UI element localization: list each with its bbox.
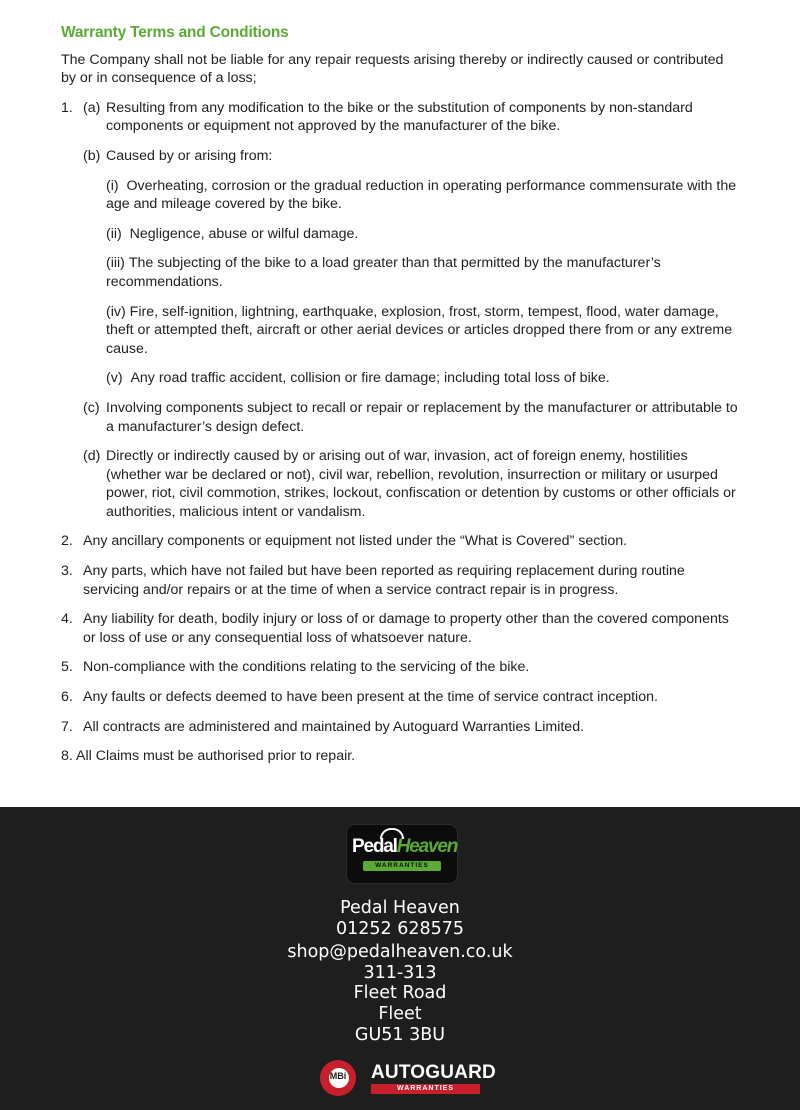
autoguard-tagline: WARRANTIES (371, 1084, 480, 1094)
item-label: (v) (106, 370, 123, 387)
item-text: Fire, self-ignition, lightning, earthquake, explosion, frost, storm, tempest, flood, water damage, theft or attempted theft, aircraft or other aerial devices or articles dropped there from or any extreme cause. (106, 303, 733, 357)
list-item-3 (61, 562, 741, 599)
item-number: 1. (61, 99, 73, 116)
item-text: Non-compliance with the conditions relating to the servicing of the bike. (83, 659, 530, 676)
address-line-2: Fleet Road (353, 983, 447, 1004)
item-text: Directly or indirectly caused by or arising out of war, invasion, act of foreign enemy, hostilities (whether war be declared or not), civil war, rebellion, revolution, insurrection or military or usurped power, riot, civil commotion, strikes, lockout, confiscation or detention by customs or other officials or authorities, malicious intent or vandalism. (106, 448, 736, 520)
contact-block (0, 898, 800, 1045)
list-item-6 (61, 688, 741, 707)
list-item-1d (83, 447, 741, 521)
sub-item-iv (106, 303, 741, 359)
item-label: (i) (106, 177, 119, 194)
item-text: Negligence, abuse or wilful damage. (129, 225, 359, 242)
autoguard-logo (318, 1058, 496, 1098)
list-item-2 (61, 532, 741, 551)
item-number: 2. (61, 533, 73, 550)
item-label: (b) (83, 147, 101, 164)
item-text: Any faults or defects deemed to have been present at the time of service contract inception. (83, 689, 658, 706)
item-number: 3. (61, 563, 73, 580)
autoguard-wordmark: AUTOGUARD (371, 1062, 496, 1083)
address-line-1: 311-313 (363, 962, 437, 983)
item-label: (a) (83, 99, 101, 116)
item-label: (c) (83, 399, 100, 416)
intro-paragraph: The Company shall not be liable for any repair requests arising thereby or indirectly caused or contributed by or in consequence of a loss; (61, 51, 724, 87)
pedal-heaven-logo (346, 824, 458, 884)
business-name: Pedal Heaven (340, 898, 460, 918)
list-item-4 (61, 610, 741, 647)
logo-wordmark: PedalHeaven (352, 836, 458, 857)
item-text: Involving components subject to recall or repair or replacement by the manufacturer or attributable to a manufacturer’s design defect. (106, 399, 738, 435)
item-label: (iv) (106, 303, 126, 320)
phone-number[interactable]: 01252 628575 (335, 918, 465, 939)
terms-document (61, 24, 741, 777)
item-text: All contracts are administered and maintained by Autoguard Warranties Limited. (83, 718, 585, 735)
list-item-7 (61, 718, 741, 737)
item-number: 4. (61, 611, 73, 628)
postcode: GU51 3BU (354, 1024, 446, 1045)
list-item-1a (61, 99, 741, 136)
item-label: (iii) (106, 255, 125, 272)
item-text: Resulting from any modification to the bike or the substitution of components by non-standard components or equipment not approved by the manufacturer of the bike. (106, 99, 693, 135)
item-number: 5. (61, 659, 73, 676)
sub-item-iii (106, 254, 741, 291)
list-item-8: 8. All Claims must be authorised prior to repair. (61, 748, 356, 765)
mbi-badge-text: MBi (329, 1071, 347, 1081)
email-address[interactable]: shop@pedalheaven.co.uk (287, 942, 513, 963)
item-text: Overheating, corrosion or the gradual reduction in operating performance commensurate with the age and mileage covered by the bike. (106, 177, 737, 213)
item-text: Any ancillary components or equipment not listed under the “What is Covered” section. (83, 533, 628, 550)
item-text: Caused by or arising from: (106, 147, 273, 164)
sub-item-v (106, 369, 741, 388)
item-label: (ii) (106, 225, 122, 242)
page-title: Warranty Terms and Conditions (61, 24, 289, 41)
item-text: Any liability for death, bodily injury or loss of or damage to property other than the covered components or loss of use or any consequential loss of whatsoever nature. (83, 611, 729, 646)
address-line-3: Fleet (378, 1003, 422, 1024)
list-item-5 (61, 658, 741, 677)
logo-tagline: WARRANTIES (363, 861, 441, 871)
sub-item-ii (106, 225, 741, 244)
item-text: The subjecting of the bike to a load greater than that permitted by the manufacturer’s recommendations. (106, 255, 661, 290)
item-text: Any road traffic accident, collision or fire damage; including total loss of bike. (130, 370, 610, 387)
item-number: 7. (61, 718, 73, 735)
list-item-1b (83, 147, 741, 166)
sub-item-i (106, 177, 741, 214)
item-number: 6. (61, 689, 73, 706)
item-text: Any parts, which have not failed but have been reported as requiring replacement during routine servicing and/or repairs or at the time of when a service contract repair is in progress. (83, 563, 685, 598)
item-label: (d) (83, 448, 101, 465)
list-item-1c (83, 399, 741, 436)
